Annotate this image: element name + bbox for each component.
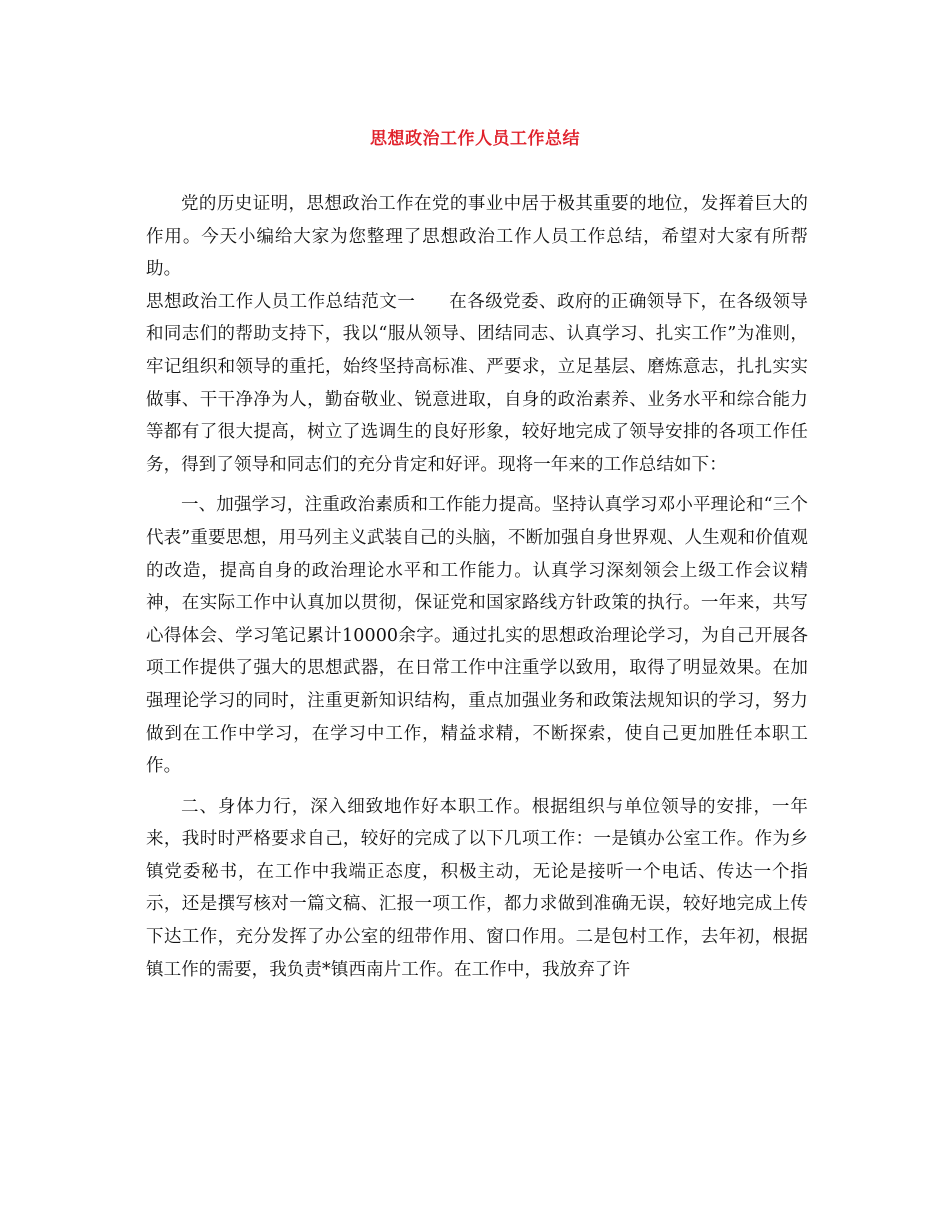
sample-paragraph (146, 286, 808, 482)
section-1-paragraph: 一、加强学习，注重政治素质和工作能力提高。坚持认真学习邓小平理论和“三个代表”重要思想，用马列主义武装自己的头脑，不断加强自身世界观、人生观和价值观的改造，提高自身的政治理论水平和工作能力。认真学习深刻领会上级工作会议精神，在实际工作中认真加以贯彻，保证党和国家路线方针政策的执行。一年来，共写心得体会、学习笔记累计10000余字。通过扎实的思想政治理论学习，为自己开展各项工作提供了强大的思想武器，在日常工作中注重学以致用，取得了明显效果。在加强理论学习的同时，注重更新知识结构，重点加强业务和政策法规知识的学习，努力做到在工作中学习，在学习中工作，精益求精，不断探索，使自己更加胜任本职工作。 (146, 495, 808, 777)
document-body (146, 188, 808, 986)
intro-paragraph: 党的历史证明，思想政治工作在党的事业中居于极其重要的地位，发挥着巨大的作用。今天小编给大家为您整理了思想政治工作人员工作总结，希望对大家有所帮助。 (146, 194, 808, 280)
document-title: 思想政治工作人员工作总结 (370, 129, 580, 149)
sample-text: 在各级党委、政府的正确领导下，在各级领导和同志们的帮助支持下，我以“服从领导、团结同志、认真学习、扎实工作”为准则，牢记组织和领导的重托，始终坚持高标准、严要求，立足基层、磨炼意志，扎扎实实做事、干干净净为人，勤奋敬业、锐意进取，自身的政治素养、业务水平和综合能力等都有了很大提高，树立了选调生的良好形象，较好地完成了领导安排的各项工作任务，得到了领导和同志们的充分肯定和好评。现将一年来的工作总结如下： (146, 291, 809, 475)
sample-heading: 思想政治工作人员工作总结范文一 (146, 291, 416, 312)
section-2-paragraph: 二、身体力行，深入细致地作好本职工作。根据组织与单位领导的安排，一年来，我时时严格要求自己，较好的完成了以下几项工作：一是镇办公室工作。作为乡镇党委秘书，在工作中我端正态度，积极主动，无论是接听一个电话、传达一个指示，还是撰写核对一篇文稿、汇报一项工作，都力求做到准确无误，较好地完成上传下达工作，充分发挥了办公室的纽带作用、窗口作用。二是包村工作，去年初，根据镇工作的需要，我负责*镇西南片工作。在工作中，我放弃了许 (146, 796, 808, 980)
